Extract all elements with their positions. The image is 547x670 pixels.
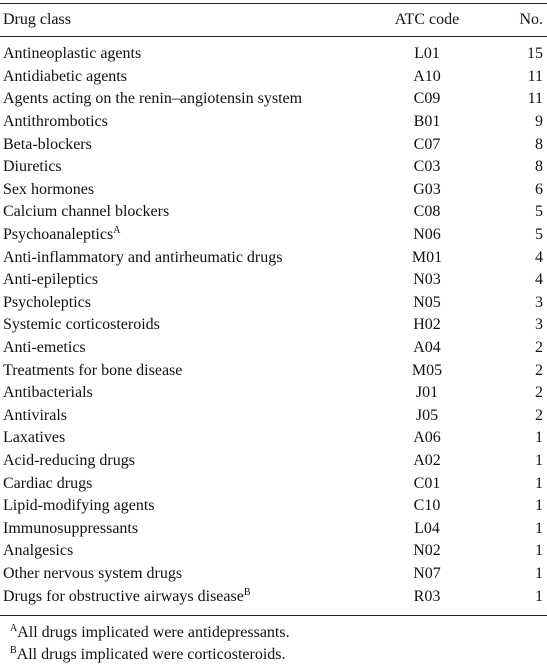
cell-atc-code: J05 xyxy=(415,406,439,424)
cell-drug-class xyxy=(0,314,373,337)
cell-count: 1 xyxy=(535,519,543,537)
cell-atc-code: M01 xyxy=(411,248,443,266)
cell-count: 3 xyxy=(535,316,543,334)
cell-count: 11 xyxy=(527,90,543,108)
cell-count: 1 xyxy=(535,451,543,469)
cell-atc-code: J01 xyxy=(415,384,439,402)
cell-count: 1 xyxy=(535,587,543,605)
table-row xyxy=(0,382,547,405)
cell-atc-code: G03 xyxy=(413,180,441,198)
cell-count: 2 xyxy=(535,339,543,357)
cell-atc-code: N06 xyxy=(413,226,441,244)
table-row xyxy=(0,314,547,337)
cell-drug-class xyxy=(0,156,373,179)
cell-count: 3 xyxy=(535,293,543,311)
cell-drug-class xyxy=(0,427,373,450)
cell-drug-class xyxy=(0,133,373,156)
cell-count: 8 xyxy=(535,135,543,153)
cell-count: 5 xyxy=(535,203,543,221)
table-row xyxy=(0,179,547,202)
cell-atc-code: A02 xyxy=(413,451,441,469)
footnote-text: All drugs implicated were corticosteroids. xyxy=(16,646,286,663)
table-row xyxy=(0,563,547,586)
cell-count: 4 xyxy=(535,248,543,266)
header-count: No. xyxy=(519,11,543,28)
cell-drug-class xyxy=(0,88,373,111)
table-row xyxy=(0,269,547,292)
cell-drug-class xyxy=(0,224,373,247)
cell-atc-code: A04 xyxy=(413,339,441,357)
drug-class-name: Immunosuppressants xyxy=(3,519,139,537)
cell-drug-class xyxy=(0,111,373,134)
cell-drug-class xyxy=(0,292,373,315)
cell-atc-code: A10 xyxy=(413,67,441,85)
cell-count: 2 xyxy=(535,384,543,402)
footnotes xyxy=(10,622,290,666)
cell-atc-code: N07 xyxy=(413,564,441,582)
cell-count: 1 xyxy=(535,429,543,447)
cell-atc-code: M05 xyxy=(411,361,443,379)
cell-atc-code: B01 xyxy=(413,113,441,131)
drug-class-name: Calcium channel blockers xyxy=(3,203,170,221)
cell-atc-code: N03 xyxy=(413,271,441,289)
cell-count: 1 xyxy=(535,542,543,560)
cell-atc-code: C03 xyxy=(413,158,441,176)
drug-class-name: Other nervous system drugs xyxy=(3,564,183,582)
footnote xyxy=(10,622,290,644)
cell-atc-code: A06 xyxy=(413,429,441,447)
footnote-marker: B xyxy=(243,586,251,598)
table-row xyxy=(0,405,547,428)
cell-count: 1 xyxy=(535,474,543,492)
drug-class-name: Psycholeptics xyxy=(3,293,91,311)
drug-class-name: Treatments for bone disease xyxy=(3,361,183,379)
cell-drug-class xyxy=(0,382,373,405)
table-row xyxy=(0,585,547,608)
drug-class-name: Agents acting on the renin–angiotensin system xyxy=(3,90,303,108)
cell-count: 11 xyxy=(527,67,543,85)
cell-drug-class xyxy=(0,450,373,473)
drug-class-table xyxy=(0,3,547,608)
table-row xyxy=(0,88,547,111)
cell-drug-class xyxy=(0,563,373,586)
drug-class-name: Analgesics xyxy=(3,542,74,560)
table-bottom-rule xyxy=(0,615,547,616)
table-row xyxy=(0,472,547,495)
cell-atc-code: H02 xyxy=(413,316,441,334)
table-row xyxy=(0,540,547,563)
drug-class-name: Antivirals xyxy=(3,406,67,424)
table-row xyxy=(0,201,547,224)
cell-drug-class xyxy=(0,585,373,608)
table-row xyxy=(0,292,547,315)
cell-atc-code: C07 xyxy=(413,135,441,153)
cell-drug-class xyxy=(0,359,373,382)
cell-atc-code: C10 xyxy=(413,497,441,515)
drug-class-name: Antidiabetic agents xyxy=(3,67,127,85)
table-row xyxy=(0,224,547,247)
cell-drug-class xyxy=(0,337,373,360)
cell-drug-class xyxy=(0,405,373,428)
table-row xyxy=(0,37,547,66)
drug-class-name: Drugs for obstructive airways disease xyxy=(3,587,244,605)
table-row xyxy=(0,337,547,360)
cell-count: 2 xyxy=(535,406,543,424)
cell-count: 15 xyxy=(527,45,543,63)
table-row xyxy=(0,246,547,269)
drug-class-name: Systemic corticosteroids xyxy=(3,316,160,334)
table-row xyxy=(0,450,547,473)
table-row xyxy=(0,66,547,89)
cell-atc-code: C09 xyxy=(413,90,441,108)
footnote-text: All drugs implicated were antidepressants. xyxy=(17,624,290,641)
cell-atc-code: R03 xyxy=(413,587,441,605)
table-row xyxy=(0,359,547,382)
cell-atc-code: L01 xyxy=(414,45,440,63)
cell-drug-class xyxy=(0,517,373,540)
footnote xyxy=(10,644,290,666)
drug-class-name: Psychoanaleptics xyxy=(3,226,114,244)
drug-class-name: Diuretics xyxy=(3,158,62,176)
drug-class-name: Sex hormones xyxy=(3,180,95,198)
footnote-marker: A xyxy=(113,225,121,237)
footnote-mark: B xyxy=(10,645,17,656)
cell-count: 1 xyxy=(535,497,543,515)
cell-count: 2 xyxy=(535,361,543,379)
drug-class-name: Antineoplastic agents xyxy=(3,45,142,63)
drug-class-name: Anti-epileptics xyxy=(3,271,99,289)
cell-atc-code: L04 xyxy=(414,519,440,537)
cell-atc-code: N02 xyxy=(413,542,441,560)
footnote-mark: A xyxy=(10,623,18,634)
cell-drug-class xyxy=(0,37,373,66)
cell-drug-class xyxy=(0,66,373,89)
cell-drug-class xyxy=(0,201,373,224)
table-row xyxy=(0,133,547,156)
drug-class-name: Antithrombotics xyxy=(3,113,108,131)
cell-count: 4 xyxy=(535,271,543,289)
cell-atc-code: C08 xyxy=(413,203,441,221)
drug-class-name: Anti-inflammatory and antirheumatic drugs xyxy=(3,248,283,266)
cell-count: 6 xyxy=(535,180,543,198)
drug-class-name: Beta-blockers xyxy=(3,135,92,153)
cell-drug-class xyxy=(0,269,373,292)
drug-class-name: Lipid-modifying agents xyxy=(3,497,155,515)
drug-class-name: Anti-emetics xyxy=(3,339,86,357)
cell-drug-class xyxy=(0,246,373,269)
cell-drug-class xyxy=(0,179,373,202)
cell-count: 8 xyxy=(535,158,543,176)
table-row xyxy=(0,111,547,134)
table-row xyxy=(0,495,547,518)
cell-drug-class xyxy=(0,472,373,495)
table-row xyxy=(0,427,547,450)
header-drug-class: Drug class xyxy=(3,11,71,28)
drug-class-name: Cardiac drugs xyxy=(3,474,93,492)
cell-atc-code: C01 xyxy=(413,474,441,492)
drug-class-name: Acid-reducing drugs xyxy=(3,451,135,469)
header-atc-code: ATC code xyxy=(394,11,460,28)
cell-atc-code: N05 xyxy=(413,293,441,311)
cell-count: 1 xyxy=(535,564,543,582)
cell-count: 5 xyxy=(535,226,543,244)
cell-drug-class xyxy=(0,540,373,563)
table-body xyxy=(0,37,547,608)
table-header-row xyxy=(0,4,547,37)
cell-count: 9 xyxy=(535,113,543,131)
drug-class-name: Antibacterials xyxy=(3,384,93,402)
table-row xyxy=(0,156,547,179)
drug-class-name: Laxatives xyxy=(3,429,66,447)
table-row xyxy=(0,517,547,540)
cell-drug-class xyxy=(0,495,373,518)
